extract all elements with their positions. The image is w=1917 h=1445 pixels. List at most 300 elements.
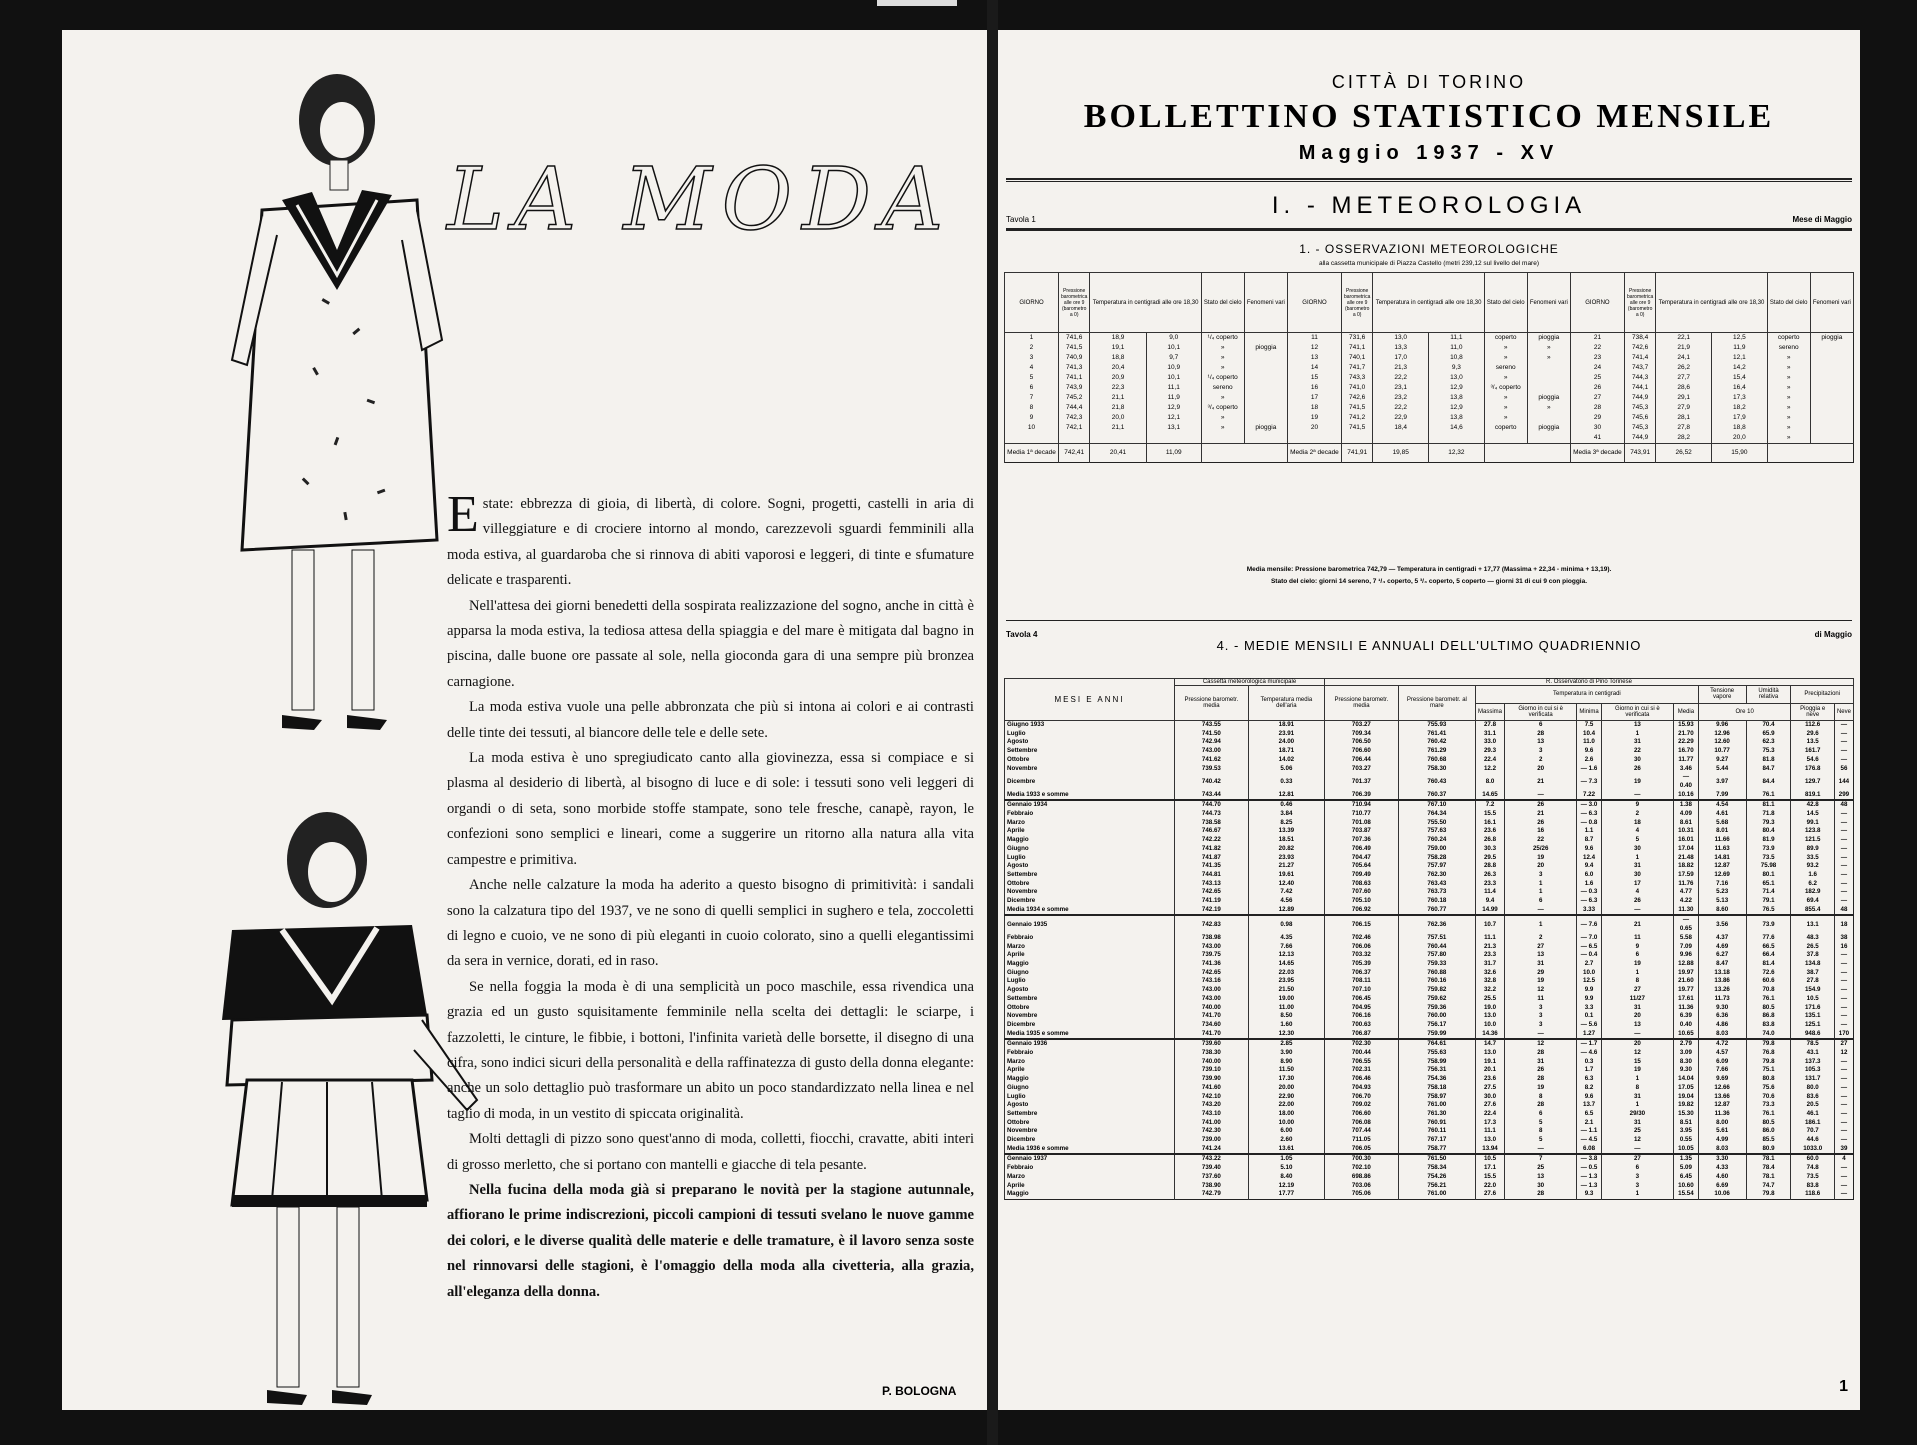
- table-cell: 5.09: [1674, 1164, 1699, 1173]
- col-header: GIORNO: [1005, 273, 1059, 333]
- table-cell: 698.86: [1325, 1173, 1399, 1182]
- table-cell: —: [1834, 1012, 1853, 1021]
- table-cell: »: [1767, 423, 1810, 433]
- table-cell: 1.05: [1248, 1154, 1324, 1164]
- table-cell: »: [1767, 393, 1810, 403]
- table-cell: —: [1834, 871, 1853, 880]
- table-cell: 746.67: [1175, 827, 1249, 836]
- table-cell: 9.6: [1577, 845, 1601, 854]
- month-label: Gennaio 1936: [1005, 1039, 1175, 1049]
- table-cell: 19.97: [1674, 969, 1699, 978]
- divider: [1006, 620, 1852, 621]
- table-cell: 3: [1505, 1004, 1577, 1013]
- table-cell: 707.36: [1325, 836, 1399, 845]
- table-cell: 21,9: [1656, 343, 1712, 353]
- table-cell: 1.27: [1577, 1030, 1601, 1040]
- table-cell: 21,3: [1373, 363, 1429, 373]
- col-header: Stato del cielo: [1484, 273, 1527, 333]
- table-cell: 706.05: [1325, 1145, 1399, 1155]
- table-cell: —: [1834, 880, 1853, 889]
- table-row: [1005, 836, 1854, 845]
- table-cell: 22.4: [1475, 756, 1504, 765]
- table-cell: 9.6: [1577, 747, 1601, 756]
- table-row: [1005, 1110, 1854, 1119]
- table-cell: 17.30: [1248, 1075, 1324, 1084]
- table-cell: 743.22: [1175, 1154, 1249, 1164]
- table-cell: 19: [1601, 773, 1673, 790]
- table-cell: — 5.6: [1577, 1021, 1601, 1030]
- table-cell: — 7.0: [1577, 934, 1601, 943]
- table-cell: [1244, 373, 1287, 383]
- table-cell: 739.60: [1175, 1039, 1249, 1049]
- table-cell: 78.5: [1791, 1039, 1834, 1049]
- table-cell: 742.30: [1175, 1127, 1249, 1136]
- table-cell: —: [1834, 1127, 1853, 1136]
- table-cell: 758.97: [1398, 1093, 1475, 1102]
- month-label: Febbraio: [1005, 1049, 1175, 1058]
- table-cell: 14.99: [1475, 906, 1504, 916]
- table-cell: 758.34: [1398, 1164, 1475, 1173]
- table-cell: 19.77: [1674, 986, 1699, 995]
- table-cell: 705.06: [1325, 1190, 1399, 1199]
- table-cell: 754.26: [1398, 1173, 1475, 1182]
- table-cell: 13,8: [1429, 413, 1485, 423]
- table-cell: 7.42: [1248, 888, 1324, 897]
- table-cell: »: [1201, 423, 1244, 433]
- table-cell: 7.2: [1475, 800, 1504, 810]
- table-cell: 299: [1834, 791, 1853, 801]
- month-label: Ottobre: [1005, 880, 1175, 889]
- table-cell: 760.88: [1398, 969, 1475, 978]
- table-cell: 759.82: [1398, 986, 1475, 995]
- table-cell: 760.44: [1398, 943, 1475, 952]
- table-cell: — 0.8: [1577, 819, 1601, 828]
- article-paragraph: Molti dettagli di pizzo sono quest'anno di moda, colletti, fiocchi, cravatte, abiti interi di grosso merletto, che si portano con mantelli e giacche di tela pesante.: [447, 1131, 974, 1173]
- table-cell: 743.20: [1175, 1101, 1249, 1110]
- table-cell: 12.96: [1698, 730, 1746, 739]
- table-cell: 79.3: [1746, 819, 1791, 828]
- table-cell: 17.77: [1248, 1190, 1324, 1199]
- table-cell: 13.1: [1791, 915, 1834, 933]
- tavola-month: di Maggio: [1814, 630, 1852, 639]
- table-cell: [1058, 433, 1089, 444]
- table-cell: 755.50: [1398, 819, 1475, 828]
- table-cell: 5.13: [1698, 897, 1746, 906]
- table-cell: — 4.6: [1577, 1049, 1601, 1058]
- table-cell: 21.48: [1674, 854, 1699, 863]
- table-cell: 11.36: [1674, 1004, 1699, 1013]
- table-cell: 13: [1601, 721, 1673, 730]
- table-cell: 10.5: [1791, 995, 1834, 1004]
- table-cell: 742,3: [1058, 413, 1089, 423]
- table-cell: 761.00: [1398, 1101, 1475, 1110]
- table-cell: 6: [1505, 897, 1577, 906]
- table-cell: »: [1484, 393, 1527, 403]
- table-cell: 27,8: [1656, 423, 1712, 433]
- table-cell: 13.39: [1248, 827, 1324, 836]
- table-cell: 123.8: [1791, 827, 1834, 836]
- table-cell: 29/30: [1601, 1110, 1673, 1119]
- table-cell: 16.01: [1674, 836, 1699, 845]
- table-cell: 26,52: [1656, 444, 1712, 463]
- table-cell: 29.3: [1475, 747, 1504, 756]
- table-cell: 6.00: [1248, 1127, 1324, 1136]
- table-cell: —: [1834, 1119, 1853, 1128]
- table-cell: 74.8: [1791, 1164, 1834, 1173]
- table-row: [1005, 1119, 1854, 1128]
- table-cell: 5.68: [1698, 819, 1746, 828]
- table-cell: 81.4: [1746, 960, 1791, 969]
- month-label: Media 1935 e somme: [1005, 1030, 1175, 1040]
- table-cell: 6: [1601, 951, 1673, 960]
- table-cell: 27.8: [1475, 721, 1504, 730]
- table-cell: 54.6: [1791, 756, 1834, 765]
- table-cell: —: [1834, 888, 1853, 897]
- table-cell: 756.31: [1398, 1066, 1475, 1075]
- table-cell: 12,1: [1146, 413, 1201, 423]
- table-cell: 756.17: [1398, 1021, 1475, 1030]
- month-label: Maggio: [1005, 1075, 1175, 1084]
- table-cell: 741.00: [1175, 1119, 1249, 1128]
- table-cell: 706.49: [1325, 845, 1399, 854]
- divider: [1006, 181, 1852, 182]
- table-cell: 1.60: [1248, 1021, 1324, 1030]
- table-cell: 0.33: [1248, 773, 1324, 790]
- table-cell: ¹/₄ coperto: [1201, 373, 1244, 383]
- table-cell: 27.6: [1475, 1190, 1504, 1199]
- table-cell: 19,1: [1090, 343, 1146, 353]
- month-label: Luglio: [1005, 1093, 1175, 1102]
- table-row: [1005, 951, 1854, 960]
- table-cell: 7.16: [1698, 880, 1746, 889]
- table-cell: 20.5: [1791, 1101, 1834, 1110]
- table-row: [1005, 1004, 1854, 1013]
- table-cell: 42.8: [1791, 800, 1834, 810]
- table-cell: 8: [1601, 977, 1673, 986]
- col-header: Massima: [1475, 703, 1504, 721]
- table-cell: 18,8: [1712, 423, 1768, 433]
- table-cell: 30: [1601, 845, 1673, 854]
- table-cell: 18: [1287, 403, 1341, 413]
- col-header: Temperatura in centigradi alle ore 18,30: [1373, 273, 1484, 333]
- month-label: Settembre: [1005, 1110, 1175, 1119]
- table-cell: 10.00: [1248, 1119, 1324, 1128]
- table-cell: [1527, 413, 1570, 423]
- table-cell: 9.6: [1577, 1093, 1601, 1102]
- table-cell: »: [1484, 373, 1527, 383]
- table-cell: 0.55: [1674, 1136, 1699, 1145]
- table-cell: 77.6: [1746, 934, 1791, 943]
- table-cell: 701.37: [1325, 773, 1399, 790]
- table-cell: 1: [1601, 730, 1673, 739]
- table-cell: »: [1201, 363, 1244, 373]
- table-cell: 8.61: [1674, 819, 1699, 828]
- table-cell: 27: [1505, 943, 1577, 952]
- table-cell: [1527, 383, 1570, 393]
- table-cell: 13: [1287, 353, 1341, 363]
- table-cell: 9,7: [1146, 353, 1201, 363]
- table-cell: 14.65: [1248, 960, 1324, 969]
- month-label: Gennaio 1934: [1005, 800, 1175, 810]
- table-cell: 741.60: [1175, 1084, 1249, 1093]
- table-cell: 704.93: [1325, 1084, 1399, 1093]
- table-cell: 10.31: [1674, 827, 1699, 836]
- table-cell: 19: [1601, 1066, 1673, 1075]
- table-cell: 70.6: [1746, 1093, 1791, 1102]
- table-cell: 22.90: [1248, 1093, 1324, 1102]
- table-cell: 84.7: [1746, 765, 1791, 774]
- table-cell: [1244, 403, 1287, 413]
- table-cell: 4.60: [1698, 1173, 1746, 1182]
- table-cell: 742.83: [1175, 915, 1249, 933]
- table-cell: 4.54: [1698, 800, 1746, 810]
- table-cell: 743.00: [1175, 995, 1249, 1004]
- table-cell: 700.44: [1325, 1049, 1399, 1058]
- table-cell: 17.59: [1674, 871, 1699, 880]
- table-row: [1005, 373, 1854, 383]
- col-header: Fenomeni vari: [1244, 273, 1287, 333]
- table-cell: 6.36: [1698, 1012, 1746, 1021]
- table-cell: 704.47: [1325, 854, 1399, 863]
- table-cell: 743.16: [1175, 977, 1249, 986]
- table-cell: 759.62: [1398, 995, 1475, 1004]
- table-cell: 742,6: [1341, 393, 1372, 403]
- table-cell: 742,6: [1624, 343, 1655, 353]
- table-cell: 80.5: [1746, 1004, 1791, 1013]
- table-cell: 4: [1834, 1154, 1853, 1164]
- table-cell: 27,9: [1656, 403, 1712, 413]
- table-cell: 17,9: [1712, 413, 1768, 423]
- table-cell: 13,0: [1429, 373, 1485, 383]
- col-header: Pressione barometrica alle ore 9 (barometro a 0): [1058, 273, 1089, 333]
- article-paragraph: Anche nelle calzature la moda ha aderito a questo bisogno di primitività: i sandali sono la calzatura tipo del 1937, ve ne sono di quelli semplici in sughero e tela, zoccoletti di legno e cuoio, ve ne sono di più eleganti in cuoio colorato, sino a quelli elegantissimi da sera in vernice, dorati, ed in raso.: [447, 877, 974, 970]
- table-cell: [1244, 413, 1287, 423]
- table-cell: 23.3: [1475, 880, 1504, 889]
- table-cell: 30.0: [1475, 1093, 1504, 1102]
- table-cell: 4.22: [1674, 897, 1699, 906]
- table-cell: 755.93: [1398, 721, 1475, 730]
- table-row: [1005, 995, 1854, 1004]
- sky-state-note: Stato del cielo: giorni 14 sereno, 7 ¹/₄ coperto, 5 ³/₄ coperto, 5 coperto — giorni 31 di cui 9 con pioggia.: [1270, 578, 1588, 585]
- table-cell: 11,09: [1146, 444, 1201, 463]
- table-cell: 12.30: [1248, 1030, 1324, 1040]
- table-cell: 28: [1505, 1075, 1577, 1084]
- table-cell: 1: [1505, 915, 1577, 933]
- table-cell: —: [1834, 1101, 1853, 1110]
- table-cell: 125.1: [1791, 1021, 1834, 1030]
- table-cell: [1244, 333, 1287, 344]
- table-cell: 25/26: [1505, 845, 1577, 854]
- table-cell: 5.06: [1248, 765, 1324, 774]
- table-cell: 4.57: [1698, 1049, 1746, 1058]
- monthly-mean-note: Media mensile: Pressione barometrica 742,79 — Temperatura in centigradi + 17,77 (Massima + 22,34 - minima + 13,19).: [1246, 566, 1612, 573]
- table-cell: 4.69: [1698, 943, 1746, 952]
- table-cell: 29: [1505, 969, 1577, 978]
- table-cell: [1810, 383, 1853, 393]
- table-cell: 744,4: [1058, 403, 1089, 413]
- table-row: [1005, 363, 1854, 373]
- table-cell: 27: [1570, 393, 1624, 403]
- table-row: [1005, 819, 1854, 828]
- table-cell: 21,1: [1090, 393, 1146, 403]
- table-cell: 11.36: [1698, 1110, 1746, 1119]
- table-cell: 741.82: [1175, 845, 1249, 854]
- table-cell: 9.4: [1475, 897, 1504, 906]
- table-cell: 8.40: [1248, 1173, 1324, 1182]
- col-header: Pressione barometrica alle ore 9 (barometro a 0): [1624, 273, 1655, 333]
- table-cell: 12,9: [1429, 403, 1485, 413]
- table-cell: 703.32: [1325, 951, 1399, 960]
- table-cell: pioggia: [1244, 423, 1287, 433]
- table-cell: [1484, 433, 1527, 444]
- table-cell: — 0.5: [1577, 1164, 1601, 1173]
- table-cell: 6.5: [1577, 1110, 1601, 1119]
- table-cell: 761.50: [1398, 1154, 1475, 1164]
- table-cell: 711.05: [1325, 1136, 1399, 1145]
- month-label: Ottobre: [1005, 1004, 1175, 1013]
- table-cell: 741.87: [1175, 854, 1249, 863]
- table-cell: 14,6: [1429, 423, 1485, 433]
- table-cell: 21: [1601, 915, 1673, 933]
- table-cell: 28,6: [1656, 383, 1712, 393]
- table-cell: 13.18: [1698, 969, 1746, 978]
- table-cell: 13.5: [1791, 738, 1834, 747]
- table-cell: 13,3: [1373, 343, 1429, 353]
- table-cell: 8.60: [1698, 906, 1746, 916]
- table-row: [1005, 854, 1854, 863]
- table-cell: 23.6: [1475, 827, 1504, 836]
- table-cell: 6: [1505, 721, 1577, 730]
- table-cell: pioggia: [1527, 333, 1570, 344]
- table-cell: 702.30: [1325, 1039, 1399, 1049]
- table-cell: —: [1834, 836, 1853, 845]
- table-cell: 13.66: [1698, 1093, 1746, 1102]
- table-cell: 3.97: [1698, 773, 1746, 790]
- table-cell: 743.10: [1175, 1110, 1249, 1119]
- month-label: Settembre: [1005, 995, 1175, 1004]
- col-group-header: R. Osservatorio di Pino Torinese: [1325, 679, 1854, 686]
- table-cell: 3: [1505, 1021, 1577, 1030]
- month-label: Novembre: [1005, 1012, 1175, 1021]
- table-cell: 742.65: [1175, 888, 1249, 897]
- table-cell: 65.1: [1746, 880, 1791, 889]
- issue-date: Maggio 1937 - XV: [1298, 142, 1560, 164]
- section-title: I. - METEOROLOGIA: [1271, 192, 1587, 219]
- table-cell: 3: [1505, 871, 1577, 880]
- table-cell: 741,5: [1341, 403, 1372, 413]
- table-cell: 56: [1834, 765, 1853, 774]
- table-cell: — 0.4: [1577, 951, 1601, 960]
- table-cell: [1090, 433, 1146, 444]
- table-row: [1005, 730, 1854, 739]
- table-cell: 12: [1287, 343, 1341, 353]
- table-row: [1005, 1182, 1854, 1191]
- table-cell: 6: [1005, 383, 1059, 393]
- table-row: [1005, 423, 1854, 433]
- table-cell: 6.09: [1698, 1058, 1746, 1067]
- col-group-header: Precipitazioni: [1791, 686, 1854, 704]
- table-cell: 25: [1601, 1127, 1673, 1136]
- table-cell: 22,1: [1656, 333, 1712, 344]
- table-cell: 21: [1505, 810, 1577, 819]
- table-cell: 10.77: [1698, 747, 1746, 756]
- table-cell: 8.03: [1698, 1030, 1746, 1040]
- month-label: Luglio: [1005, 730, 1175, 739]
- table-cell: 8.50: [1248, 1012, 1324, 1021]
- table-cell: 11.1: [1475, 1127, 1504, 1136]
- table-cell: 13.26: [1698, 986, 1746, 995]
- table-cell: 18.00: [1248, 1110, 1324, 1119]
- table-row: [1005, 969, 1854, 978]
- table-cell: 9.96: [1698, 721, 1746, 730]
- month-label: Giugno: [1005, 969, 1175, 978]
- table-cell: 3: [1505, 747, 1577, 756]
- table-cell: 1: [1601, 854, 1673, 863]
- table-cell: 13.86: [1698, 977, 1746, 986]
- table-cell: 0.46: [1248, 800, 1324, 810]
- table-cell: 27.8: [1791, 977, 1834, 986]
- table-cell: »: [1201, 413, 1244, 423]
- table-cell: —: [1505, 906, 1577, 916]
- table-cell: 27.6: [1475, 1101, 1504, 1110]
- table-cell: 26.3: [1475, 871, 1504, 880]
- table-cell: 8: [1601, 1084, 1673, 1093]
- table-cell: 9.9: [1577, 986, 1601, 995]
- table-cell: Media 2ª decade: [1287, 444, 1341, 463]
- table-cell: 13: [1505, 738, 1577, 747]
- table-cell: 93.2: [1791, 862, 1834, 871]
- table-cell: 17: [1287, 393, 1341, 403]
- table-cell: 17.61: [1674, 995, 1699, 1004]
- table-cell: 11.00: [1248, 1004, 1324, 1013]
- table-cell: 706.08: [1325, 1119, 1399, 1128]
- table-cell: sereno: [1767, 343, 1810, 353]
- table-cell: —: [1601, 906, 1673, 916]
- table-cell: 26: [1505, 1066, 1577, 1075]
- month-label: Novembre: [1005, 765, 1175, 774]
- month-label: Maggio: [1005, 1190, 1175, 1199]
- table-cell: 31.1: [1475, 730, 1504, 739]
- table-cell: 739.40: [1175, 1164, 1249, 1173]
- table-row: [1005, 1039, 1854, 1049]
- table-cell: 18.51: [1248, 836, 1324, 845]
- table-cell: 26: [1570, 383, 1624, 393]
- table-cell: 9: [1601, 800, 1673, 810]
- table-cell: 26,2: [1656, 363, 1712, 373]
- table-cell: 10.7: [1475, 915, 1504, 933]
- table-cell: 11.73: [1698, 995, 1746, 1004]
- table-cell: 13.0: [1475, 1049, 1504, 1058]
- table-cell: 13.0: [1475, 1012, 1504, 1021]
- table-cell: 10.16: [1674, 791, 1699, 801]
- table-cell: [1244, 363, 1287, 373]
- table-row: [1005, 1136, 1854, 1145]
- table-cell: 1: [1505, 888, 1577, 897]
- table-cell: 22,2: [1373, 373, 1429, 383]
- table-cell: 27,7: [1656, 373, 1712, 383]
- table-row: [1005, 1066, 1854, 1075]
- table-cell: 741,2: [1341, 413, 1372, 423]
- table-cell: 7.99: [1698, 791, 1746, 801]
- table-cell: 22,2: [1373, 403, 1429, 413]
- table-cell: 13.61: [1248, 1145, 1324, 1155]
- table-cell: 13: [1505, 951, 1577, 960]
- table-row: [1005, 915, 1854, 933]
- table-cell: 706.87: [1325, 1030, 1399, 1040]
- table-cell: 9.3: [1577, 1190, 1601, 1199]
- table-cell: 11.76: [1674, 880, 1699, 889]
- table-cell: 33.5: [1791, 854, 1834, 863]
